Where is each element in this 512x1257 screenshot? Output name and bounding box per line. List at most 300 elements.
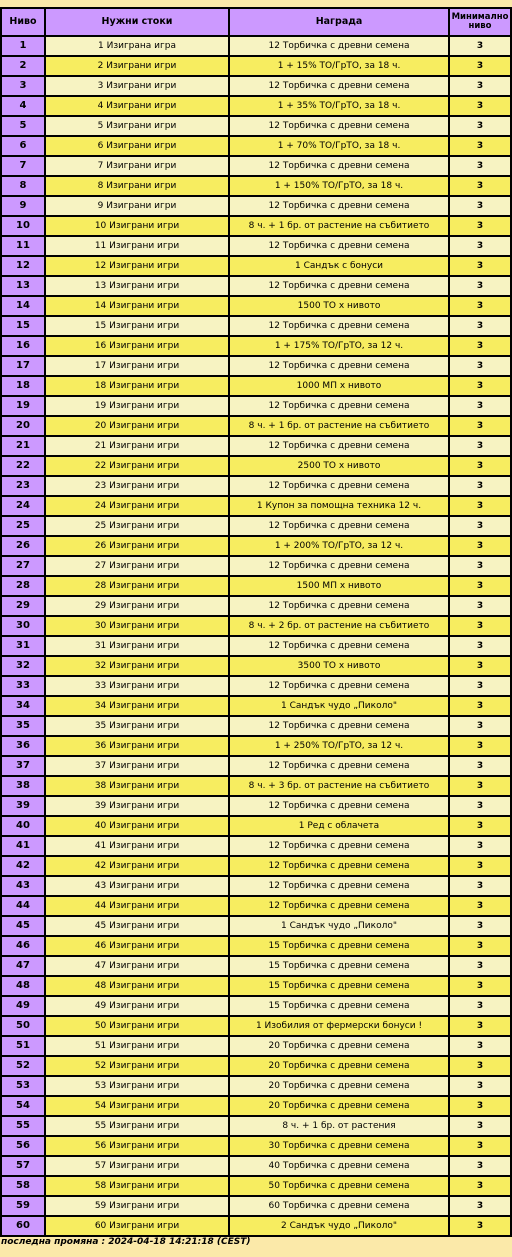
reward-cell: 3500 ТО x нивото (229, 656, 449, 676)
table-row (1, 456, 511, 476)
level-cell: 52 (1, 1056, 45, 1076)
reward-cell: 1000 МП x нивото (229, 376, 449, 396)
table-row (1, 676, 511, 696)
table-row (1, 636, 511, 656)
needed-goods-cell: 17 Изиграни игри (45, 356, 229, 376)
needed-goods-cell: 47 Изиграни игри (45, 956, 229, 976)
table-row (1, 736, 511, 756)
needed-goods-cell: 19 Изиграни игри (45, 396, 229, 416)
needed-goods-cell: 42 Изиграни игри (45, 856, 229, 876)
reward-cell: 12 Торбичка с древни семена (229, 476, 449, 496)
table-row (1, 1216, 511, 1236)
level-cell: 59 (1, 1196, 45, 1216)
min-level-cell: 3 (449, 1156, 511, 1176)
table-row (1, 996, 511, 1016)
table-row (1, 576, 511, 596)
needed-goods-cell: 50 Изиграни игри (45, 1016, 229, 1036)
reward-cell: 8 ч. + 1 бр. от растение на събитието (229, 216, 449, 236)
reward-cell: 8 ч. + 1 бр. от растение на събитието (229, 416, 449, 436)
table-row (1, 596, 511, 616)
level-cell: 56 (1, 1136, 45, 1156)
needed-goods-cell: 6 Изиграни игри (45, 136, 229, 156)
reward-cell: 30 Торбичка с древни семена (229, 1136, 449, 1156)
needed-goods-cell: 55 Изиграни игри (45, 1116, 229, 1136)
table-row (1, 376, 511, 396)
min-level-cell: 3 (449, 736, 511, 756)
min-level-header-line1: Минимално (451, 12, 509, 22)
table-row (1, 816, 511, 836)
table-row (1, 896, 511, 916)
needed-goods-cell: 13 Изиграни игри (45, 276, 229, 296)
reward-cell: 1 + 35% ТО/ГрТО, за 18 ч. (229, 96, 449, 116)
table-row (1, 396, 511, 416)
level-cell: 57 (1, 1156, 45, 1176)
level-cell: 16 (1, 336, 45, 356)
table-row (1, 916, 511, 936)
reward-cell: 1500 МП x нивото (229, 576, 449, 596)
needed-goods-cell: 18 Изиграни игри (45, 376, 229, 396)
needed-goods-cell: 15 Изиграни игри (45, 316, 229, 336)
table-row (1, 876, 511, 896)
min-level-cell: 3 (449, 756, 511, 776)
reward-cell: 12 Торбичка с древни семена (229, 676, 449, 696)
level-cell: 18 (1, 376, 45, 396)
table-row (1, 196, 511, 216)
last-modified-footer: последна промяна : 2024-04-18 14:21:18 (CEST) (1, 1237, 251, 1247)
reward-cell: 12 Торбичка с древни семена (229, 316, 449, 336)
table-body (1, 36, 511, 1236)
level-cell: 31 (1, 636, 45, 656)
needed-goods-cell: 7 Изиграни игри (45, 156, 229, 176)
table-row (1, 536, 511, 556)
min-level-cell: 3 (449, 556, 511, 576)
needed-goods-cell: 14 Изиграни игри (45, 296, 229, 316)
table-row (1, 236, 511, 256)
reward-cell: 12 Торбичка с древни семена (229, 796, 449, 816)
rewards-table (0, 7, 512, 1237)
reward-cell: 20 Торбичка с древни семена (229, 1036, 449, 1056)
level-cell: 3 (1, 76, 45, 96)
level-cell: 20 (1, 416, 45, 436)
needed-goods-cell: 10 Изиграни игри (45, 216, 229, 236)
level-cell: 23 (1, 476, 45, 496)
table-row (1, 956, 511, 976)
level-cell: 40 (1, 816, 45, 836)
reward-cell: 20 Торбичка с древни семена (229, 1096, 449, 1116)
table-row (1, 1156, 511, 1176)
table-row (1, 516, 511, 536)
min-level-cell: 3 (449, 116, 511, 136)
needed-goods-cell: 44 Изиграни игри (45, 896, 229, 916)
min-level-cell: 3 (449, 176, 511, 196)
table-row (1, 76, 511, 96)
min-level-cell: 3 (449, 496, 511, 516)
level-cell: 32 (1, 656, 45, 676)
level-cell: 9 (1, 196, 45, 216)
min-level-cell: 3 (449, 396, 511, 416)
needed-goods-cell: 33 Изиграни игри (45, 676, 229, 696)
level-cell: 46 (1, 936, 45, 956)
level-cell: 22 (1, 456, 45, 476)
min-level-cell: 3 (449, 936, 511, 956)
table-row (1, 716, 511, 736)
reward-cell: 1 + 70% ТО/ГрТО, за 18 ч. (229, 136, 449, 156)
level-cell: 41 (1, 836, 45, 856)
level-cell: 45 (1, 916, 45, 936)
needed-goods-cell: 28 Изиграни игри (45, 576, 229, 596)
reward-cell: 12 Торбичка с древни семена (229, 896, 449, 916)
min-level-cell: 3 (449, 136, 511, 156)
level-cell: 13 (1, 276, 45, 296)
needed-goods-cell: 31 Изиграни игри (45, 636, 229, 656)
min-level-cell: 3 (449, 1116, 511, 1136)
level-cell: 21 (1, 436, 45, 456)
reward-cell: 12 Торбичка с древни семена (229, 76, 449, 96)
needed-goods-cell: 45 Изиграни игри (45, 916, 229, 936)
table-row (1, 496, 511, 516)
reward-cell: 12 Торбичка с древни семена (229, 116, 449, 136)
min-level-cell: 3 (449, 1076, 511, 1096)
table-row (1, 556, 511, 576)
reward-cell: 12 Торбичка с древни семена (229, 876, 449, 896)
needed-goods-cell: 34 Изиграни игри (45, 696, 229, 716)
level-cell: 54 (1, 1096, 45, 1116)
min-level-cell: 3 (449, 536, 511, 556)
min-level-cell: 3 (449, 1216, 511, 1236)
needed-goods-cell: 58 Изиграни игри (45, 1176, 229, 1196)
reward-cell: 12 Торбичка с древни семена (229, 356, 449, 376)
reward-cell: 12 Торбичка с древни семена (229, 596, 449, 616)
table-row (1, 1176, 511, 1196)
reward-cell: 40 Торбичка с древни семена (229, 1156, 449, 1176)
reward-cell: 12 Торбичка с древни семена (229, 156, 449, 176)
table-row (1, 56, 511, 76)
needed-goods-cell: 25 Изиграни игри (45, 516, 229, 536)
min-level-header (449, 8, 511, 36)
min-level-cell: 3 (449, 896, 511, 916)
reward-cell: 1 Сандък чудо „Пиколо" (229, 696, 449, 716)
level-cell: 28 (1, 576, 45, 596)
min-level-cell: 3 (449, 516, 511, 536)
level-cell: 15 (1, 316, 45, 336)
table-row (1, 416, 511, 436)
needed-goods-cell: 27 Изиграни игри (45, 556, 229, 576)
table-row (1, 36, 511, 56)
needed-goods-cell: 59 Изиграни игри (45, 1196, 229, 1216)
reward-cell: 12 Торбичка с древни семена (229, 556, 449, 576)
min-level-cell: 3 (449, 956, 511, 976)
reward-cell: 1 + 150% ТО/ГрТО, за 18 ч. (229, 176, 449, 196)
level-cell: 26 (1, 536, 45, 556)
min-level-cell: 3 (449, 696, 511, 716)
level-cell: 4 (1, 96, 45, 116)
level-cell: 19 (1, 396, 45, 416)
table-row (1, 856, 511, 876)
level-cell: 51 (1, 1036, 45, 1056)
needed-goods-cell: 57 Изиграни игри (45, 1156, 229, 1176)
table-row (1, 696, 511, 716)
min-level-cell: 3 (449, 76, 511, 96)
table-row (1, 116, 511, 136)
min-level-cell: 3 (449, 416, 511, 436)
reward-cell: 2500 ТО x нивото (229, 456, 449, 476)
table-row (1, 156, 511, 176)
needed-goods-cell: 23 Изиграни игри (45, 476, 229, 496)
reward-cell: 1 Сандък с бонуси (229, 256, 449, 276)
level-cell: 25 (1, 516, 45, 536)
table-row (1, 796, 511, 816)
needed-goods-cell: 26 Изиграни игри (45, 536, 229, 556)
level-cell: 11 (1, 236, 45, 256)
needed-goods-header: Нужни стоки (45, 8, 229, 36)
table-row (1, 936, 511, 956)
level-cell: 10 (1, 216, 45, 236)
level-cell: 43 (1, 876, 45, 896)
needed-goods-cell: 41 Изиграни игри (45, 836, 229, 856)
min-level-cell: 3 (449, 1096, 511, 1116)
min-level-cell: 3 (449, 576, 511, 596)
needed-goods-cell: 9 Изиграни игри (45, 196, 229, 216)
reward-cell: 8 ч. + 3 бр. от растение на събитието (229, 776, 449, 796)
min-level-cell: 3 (449, 1016, 511, 1036)
min-level-cell: 3 (449, 56, 511, 76)
level-cell: 17 (1, 356, 45, 376)
table-row (1, 136, 511, 156)
min-level-cell: 3 (449, 1136, 511, 1156)
table-row (1, 1196, 511, 1216)
reward-cell: 12 Торбичка с древни семена (229, 436, 449, 456)
level-cell: 39 (1, 796, 45, 816)
reward-header: Награда (229, 8, 449, 36)
level-cell: 48 (1, 976, 45, 996)
level-cell: 1 (1, 36, 45, 56)
table-row (1, 336, 511, 356)
needed-goods-cell: 53 Изиграни игри (45, 1076, 229, 1096)
min-level-cell: 3 (449, 216, 511, 236)
level-cell: 55 (1, 1116, 45, 1136)
min-level-cell: 3 (449, 1056, 511, 1076)
reward-cell: 15 Торбичка с древни семена (229, 996, 449, 1016)
level-cell: 7 (1, 156, 45, 176)
needed-goods-cell: 2 Изиграни игри (45, 56, 229, 76)
reward-cell: 1 + 250% ТО/ГрТО, за 12 ч. (229, 736, 449, 756)
reward-cell: 1 Ред с облачета (229, 816, 449, 836)
needed-goods-cell: 54 Изиграни игри (45, 1096, 229, 1116)
table-row (1, 1136, 511, 1156)
level-cell: 53 (1, 1076, 45, 1096)
min-level-cell: 3 (449, 776, 511, 796)
needed-goods-cell: 52 Изиграни игри (45, 1056, 229, 1076)
min-level-header-line2: ниво (468, 21, 492, 31)
level-cell: 27 (1, 556, 45, 576)
min-level-cell: 3 (449, 596, 511, 616)
needed-goods-cell: 51 Изиграни игри (45, 1036, 229, 1056)
reward-cell: 50 Торбичка с древни семена (229, 1176, 449, 1196)
table-row (1, 356, 511, 376)
needed-goods-cell: 21 Изиграни игри (45, 436, 229, 456)
level-cell: 5 (1, 116, 45, 136)
reward-cell: 12 Торбичка с древни семена (229, 836, 449, 856)
table-row (1, 1076, 511, 1096)
table-row (1, 756, 511, 776)
needed-goods-cell: 35 Изиграни игри (45, 716, 229, 736)
needed-goods-cell: 38 Изиграни игри (45, 776, 229, 796)
reward-cell: 1 + 15% ТО/ГрТО, за 18 ч. (229, 56, 449, 76)
min-level-cell: 3 (449, 236, 511, 256)
needed-goods-cell: 3 Изиграни игри (45, 76, 229, 96)
needed-goods-cell: 56 Изиграни игри (45, 1136, 229, 1156)
needed-goods-cell: 30 Изиграни игри (45, 616, 229, 636)
table-row (1, 836, 511, 856)
level-cell: 49 (1, 996, 45, 1016)
min-level-cell: 3 (449, 456, 511, 476)
reward-cell: 12 Торбичка с древни семена (229, 716, 449, 736)
needed-goods-cell: 48 Изиграни игри (45, 976, 229, 996)
min-level-cell: 3 (449, 876, 511, 896)
reward-cell: 15 Торбичка с древни семена (229, 976, 449, 996)
level-cell: 42 (1, 856, 45, 876)
reward-cell: 20 Торбичка с древни семена (229, 1056, 449, 1076)
needed-goods-cell: 39 Изиграни игри (45, 796, 229, 816)
table-row (1, 1036, 511, 1056)
needed-goods-cell: 32 Изиграни игри (45, 656, 229, 676)
reward-cell: 1 + 175% ТО/ГрТО, за 12 ч. (229, 336, 449, 356)
min-level-cell: 3 (449, 1196, 511, 1216)
needed-goods-cell: 36 Изиграни игри (45, 736, 229, 756)
table-row (1, 1016, 511, 1036)
table-row (1, 976, 511, 996)
reward-cell: 20 Торбичка с древни семена (229, 1076, 449, 1096)
min-level-cell: 3 (449, 796, 511, 816)
level-cell: 44 (1, 896, 45, 916)
min-level-cell: 3 (449, 156, 511, 176)
min-level-cell: 3 (449, 636, 511, 656)
min-level-cell: 3 (449, 676, 511, 696)
needed-goods-cell: 22 Изиграни игри (45, 456, 229, 476)
level-cell: 34 (1, 696, 45, 716)
needed-goods-cell: 5 Изиграни игри (45, 116, 229, 136)
min-level-cell: 3 (449, 996, 511, 1016)
table-row (1, 436, 511, 456)
level-cell: 58 (1, 1176, 45, 1196)
reward-cell: 12 Торбичка с древни семена (229, 516, 449, 536)
needed-goods-cell: 40 Изиграни игри (45, 816, 229, 836)
table-row (1, 656, 511, 676)
needed-goods-cell: 49 Изиграни игри (45, 996, 229, 1016)
min-level-cell: 3 (449, 716, 511, 736)
reward-cell: 1 Изобилия от фермерски бонуси ! (229, 1016, 449, 1036)
min-level-cell: 3 (449, 336, 511, 356)
reward-cell: 15 Торбичка с древни семена (229, 956, 449, 976)
needed-goods-cell: 46 Изиграни игри (45, 936, 229, 956)
min-level-cell: 3 (449, 616, 511, 636)
level-cell: 47 (1, 956, 45, 976)
reward-cell: 12 Торбичка с древни семена (229, 36, 449, 56)
min-level-cell: 3 (449, 256, 511, 276)
min-level-cell: 3 (449, 1176, 511, 1196)
min-level-cell: 3 (449, 196, 511, 216)
min-level-cell: 3 (449, 296, 511, 316)
min-level-cell: 3 (449, 1036, 511, 1056)
reward-cell: 1 Сандък чудо „Пиколо" (229, 916, 449, 936)
level-cell: 37 (1, 756, 45, 776)
needed-goods-cell: 60 Изиграни игри (45, 1216, 229, 1236)
min-level-cell: 3 (449, 356, 511, 376)
reward-cell: 12 Торбичка с древни семена (229, 636, 449, 656)
needed-goods-cell: 4 Изиграни игри (45, 96, 229, 116)
reward-cell: 1 + 200% ТО/ГрТО, за 12 ч. (229, 536, 449, 556)
level-cell: 30 (1, 616, 45, 636)
reward-cell: 12 Торбичка с древни семена (229, 276, 449, 296)
level-cell: 35 (1, 716, 45, 736)
min-level-cell: 3 (449, 856, 511, 876)
reward-cell: 60 Торбичка с древни семена (229, 1196, 449, 1216)
reward-cell: 2 Сандък чудо „Пиколо" (229, 1216, 449, 1236)
table-row (1, 256, 511, 276)
min-level-cell: 3 (449, 816, 511, 836)
level-cell: 33 (1, 676, 45, 696)
table-row (1, 96, 511, 116)
level-cell: 12 (1, 256, 45, 276)
table-row (1, 276, 511, 296)
needed-goods-cell: 12 Изиграни игри (45, 256, 229, 276)
min-level-cell: 3 (449, 976, 511, 996)
table-row (1, 316, 511, 336)
table-row (1, 176, 511, 196)
table-row (1, 616, 511, 636)
min-level-cell: 3 (449, 96, 511, 116)
level-cell: 8 (1, 176, 45, 196)
level-cell: 38 (1, 776, 45, 796)
min-level-cell: 3 (449, 276, 511, 296)
reward-cell: 12 Торбичка с древни семена (229, 756, 449, 776)
level-header: Ниво (1, 8, 45, 36)
level-cell: 36 (1, 736, 45, 756)
table-row (1, 1056, 511, 1076)
reward-cell: 15 Торбичка с древни семена (229, 936, 449, 956)
min-level-cell: 3 (449, 376, 511, 396)
reward-cell: 12 Торбичка с древни семена (229, 236, 449, 256)
needed-goods-cell: 43 Изиграни игри (45, 876, 229, 896)
min-level-cell: 3 (449, 436, 511, 456)
reward-cell: 12 Торбичка с древни семена (229, 396, 449, 416)
table-row (1, 776, 511, 796)
needed-goods-cell: 29 Изиграни игри (45, 596, 229, 616)
needed-goods-cell: 11 Изиграни игри (45, 236, 229, 256)
level-cell: 24 (1, 496, 45, 516)
needed-goods-cell: 1 Изиграна игра (45, 36, 229, 56)
needed-goods-cell: 20 Изиграни игри (45, 416, 229, 436)
header-row (1, 8, 511, 36)
min-level-cell: 3 (449, 476, 511, 496)
level-cell: 60 (1, 1216, 45, 1236)
reward-cell: 12 Торбичка с древни семена (229, 196, 449, 216)
table-row (1, 1096, 511, 1116)
table-row (1, 296, 511, 316)
reward-cell: 1500 ТО x нивото (229, 296, 449, 316)
level-cell: 50 (1, 1016, 45, 1036)
needed-goods-cell: 37 Изиграни игри (45, 756, 229, 776)
reward-cell: 1 Купон за помощна техника 12 ч. (229, 496, 449, 516)
level-cell: 6 (1, 136, 45, 156)
reward-cell: 12 Торбичка с древни семена (229, 856, 449, 876)
min-level-cell: 3 (449, 316, 511, 336)
needed-goods-cell: 16 Изиграни игри (45, 336, 229, 356)
reward-cell: 8 ч. + 2 бр. от растение на събитието (229, 616, 449, 636)
min-level-cell: 3 (449, 916, 511, 936)
reward-cell: 8 ч. + 1 бр. от растения (229, 1116, 449, 1136)
table-row (1, 476, 511, 496)
